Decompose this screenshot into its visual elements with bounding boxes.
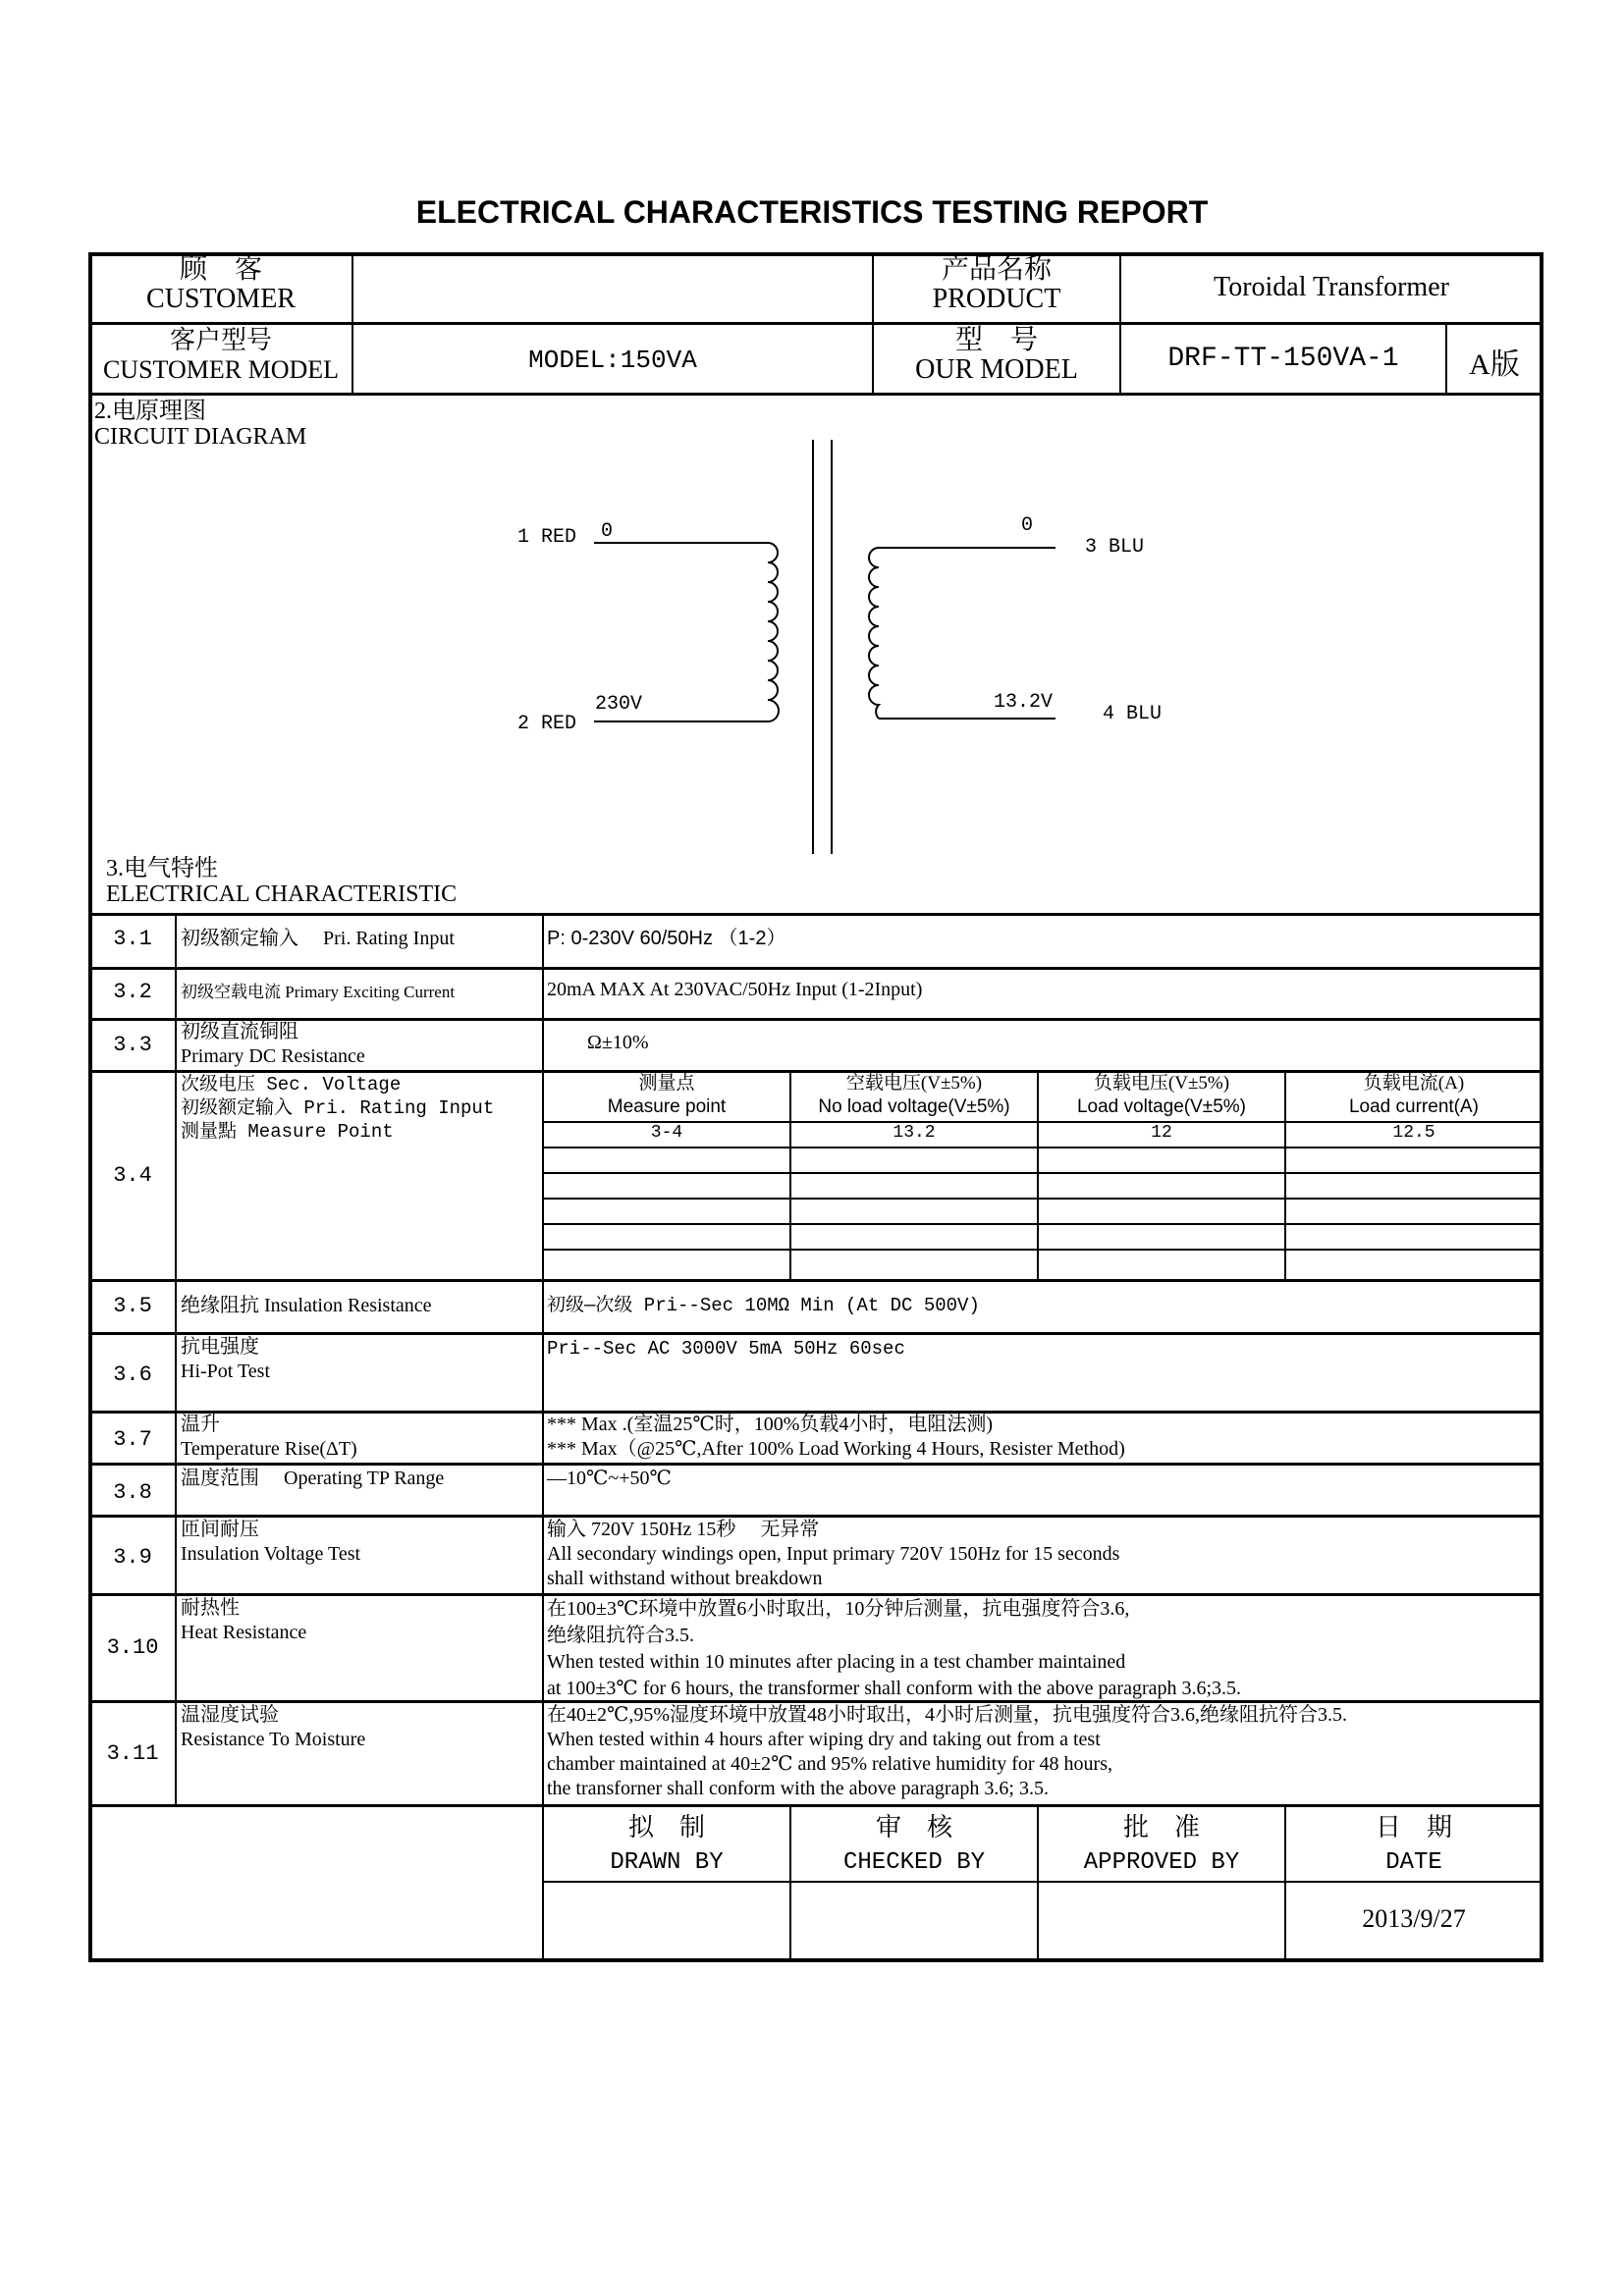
- customer-model-value: MODEL:150VA: [528, 346, 697, 375]
- row-value: Ω±10%: [587, 1032, 649, 1053]
- circuit-heading: 2.电原理图 CIRCUIT DIAGRAM: [94, 399, 307, 450]
- row-label: 温度范围 Operating TP Range: [181, 1468, 445, 1489]
- row-number: 3.10: [106, 1635, 159, 1660]
- table-cell: 12: [1151, 1123, 1172, 1143]
- row-number: 3.5: [113, 1294, 152, 1318]
- subtable-rule: [544, 1172, 1542, 1174]
- table-cell: 3-4: [650, 1123, 683, 1143]
- row-value: 在100±3℃环境中放置6小时取出，10分钟后测量，抗电强度符合3.6, 绝缘阻抗符合3.5. When tested within 10 minutes after placing in a test chamber maintained at 100±3℃ for 6 hours, the transformer shall conform with the above paragraph 3.6;3.5.: [547, 1598, 1242, 1699]
- row-value: Pri--Sec AC 3000V 5mA 50Hz 60sec: [547, 1338, 905, 1360]
- drawn-by-label: 拟 制 DRAWN BY: [610, 1813, 724, 1876]
- date-value: 2013/9/27: [1362, 1904, 1466, 1933]
- row-label: 初级空载电流 Primary Exciting Current: [181, 983, 456, 1001]
- row-label: 初级额定输入 Pri. Rating Input: [181, 928, 455, 949]
- customer-label: 顾 客 CUSTOMER: [146, 254, 296, 314]
- report-title: ELECTRICAL CHARACTERISTICS TESTING REPORT: [415, 194, 1209, 230]
- table-rule: [90, 1279, 1542, 1282]
- row-label: 耐热性 Heat Resistance: [181, 1597, 307, 1643]
- pin3-label: 3 BLU: [1085, 536, 1145, 559]
- secondary-top-value: 0: [1021, 514, 1034, 537]
- table-cell: 13.2: [893, 1123, 936, 1143]
- row-value: P: 0-230V 60/50Hz （1-2）: [547, 928, 786, 949]
- table-rule: [90, 913, 1542, 916]
- signoff-rule: [544, 1881, 1542, 1883]
- row-label: 温湿度试验 Resistance To Moisture: [181, 1704, 366, 1750]
- row-number: 3.7: [113, 1427, 152, 1452]
- secondary-coil: [869, 548, 879, 719]
- row-number: 3.2: [113, 980, 152, 1004]
- primary-coil: [768, 543, 779, 721]
- primary-bottom-value: 230V: [595, 693, 643, 716]
- product-label: 产品名称 PRODUCT: [932, 254, 1061, 314]
- our-model-value: DRF-TT-150VA-1: [1167, 344, 1399, 374]
- our-model-label: 型 号 OUR MODEL: [915, 325, 1078, 385]
- table-rule: [90, 1463, 1542, 1466]
- pin2-label: 2 RED: [517, 713, 577, 735]
- row-value: 初级—次级 Pri--Sec 10MΩ Min (At DC 500V): [547, 1295, 980, 1316]
- row-number: 3.3: [113, 1033, 152, 1057]
- secondary-bottom-value: 13.2V: [994, 691, 1054, 714]
- table-divider: [542, 913, 544, 1959]
- pin4-label: 4 BLU: [1103, 703, 1163, 725]
- row-number: 3.4: [113, 1163, 152, 1188]
- circuit-diagram: [0, 0, 1624, 883]
- row-number: 3.6: [113, 1362, 152, 1387]
- row-label: 温升 Temperature Rise(ΔT): [181, 1414, 357, 1460]
- table-rule: [90, 1804, 1542, 1807]
- product-value: Toroidal Transformer: [1214, 272, 1449, 302]
- subtable-rule: [544, 1223, 1542, 1225]
- date-label: 日 期 DATE: [1375, 1813, 1452, 1876]
- row-number: 3.8: [113, 1480, 152, 1505]
- checked-by-label: 审 核 CHECKED BY: [842, 1813, 986, 1876]
- row-label: 匝间耐压 Insulation Voltage Test: [181, 1519, 361, 1565]
- customer-model-label: 客户型号 CUSTOMER MODEL: [102, 326, 340, 384]
- row-label: 次级电压 Sec. Voltage 初级额定输入 Pri. Rating Input 测量點 Measure Point: [181, 1074, 495, 1143]
- row-label: 绝缘阻抗 Insulation Resistance: [181, 1295, 432, 1316]
- version-badge: A版: [1469, 348, 1520, 381]
- row-number: 3.9: [113, 1545, 152, 1570]
- row-label: 初级直流铜阻 Primary DC Resistance: [181, 1021, 365, 1067]
- electrical-heading: 3.电气特性 ELECTRICAL CHARACTERISTIC: [106, 856, 458, 907]
- row-value: *** Max .(室温25℃时，100%负载4小时，电阻法测) *** Max（@25℃,After 100% Load Working 4 Hours, Resister Method): [547, 1414, 1125, 1460]
- table-divider: [175, 913, 177, 1804]
- row-number: 3.1: [113, 927, 152, 951]
- row-value: 20mA MAX At 230VAC/50Hz Input (1-2Input): [547, 979, 923, 1000]
- approved-by-label: 批 准 APPROVED BY: [1083, 1813, 1240, 1876]
- row-label: 抗电强度 Hi-Pot Test: [181, 1336, 271, 1382]
- table-header-cell: 空载电压(V±5%) No load voltage(V±5%): [818, 1073, 1010, 1117]
- primary-top-value: 0: [601, 520, 614, 543]
- row-value: 输入 720V 150Hz 15秒 无异常 All secondary windings open, Input primary 720V 150Hz for 15 seconds shall withstand without breakdown: [547, 1519, 1120, 1589]
- table-header-cell: 负载电压(V±5%) Load voltage(V±5%): [1076, 1073, 1247, 1117]
- subtable-rule: [544, 1147, 1542, 1148]
- subtable-rule: [544, 1249, 1542, 1251]
- table-rule: [90, 967, 1542, 970]
- table-header-cell: 负载电流(A) Load current(A): [1348, 1073, 1479, 1117]
- row-value: 在40±2℃,95%湿度环境中放置48小时取出，4小时后测量，抗电强度符合3.6,绝缘阻抗符合3.5. When tested within 4 hours after wiping dry and taking out from a test chamber maintained at 40±2℃ and 95% relative humidity for 48 hours, the transforner shall conform with the above paragraph 3.6; 3.5.: [547, 1704, 1348, 1799]
- row-value: —10℃~+50℃: [547, 1468, 672, 1489]
- pin1-label: 1 RED: [517, 526, 577, 549]
- table-header-cell: 测量点 Measure point: [607, 1073, 727, 1117]
- subtable-rule: [544, 1198, 1542, 1200]
- row-number: 3.11: [106, 1741, 159, 1766]
- table-cell: 12.5: [1392, 1123, 1435, 1143]
